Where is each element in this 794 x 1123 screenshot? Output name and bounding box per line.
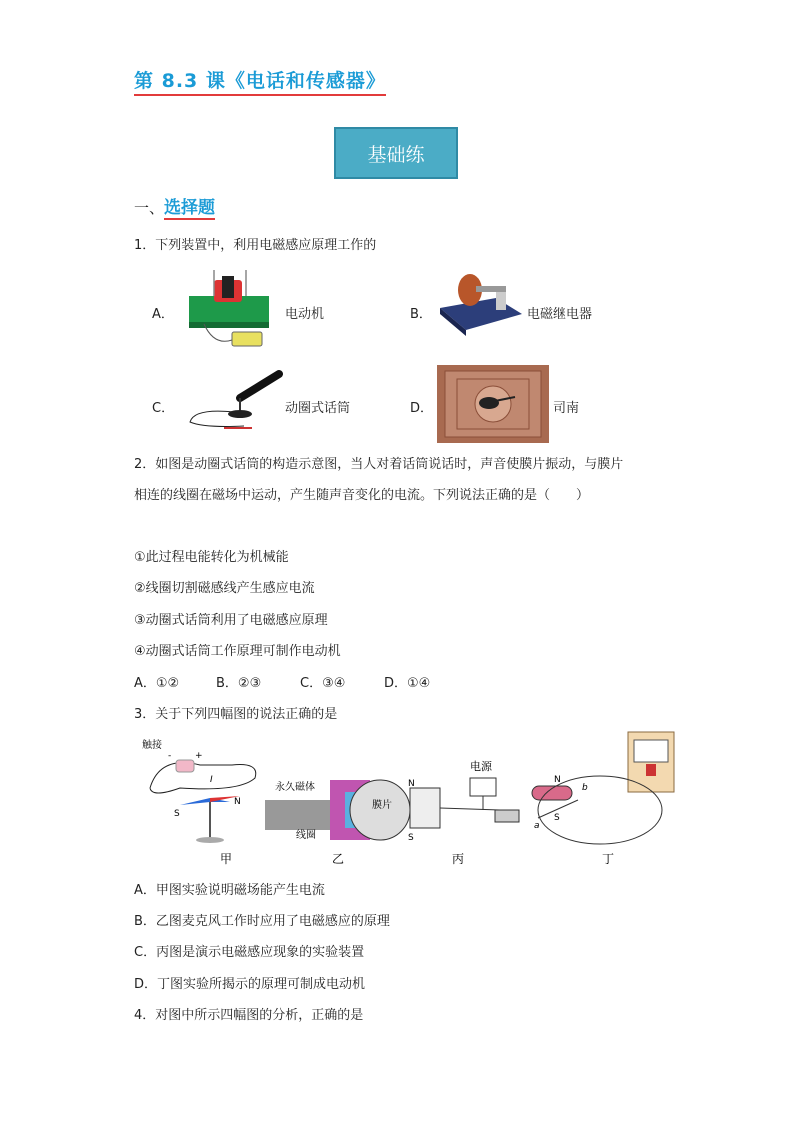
label-membrane: 膜片 xyxy=(372,800,392,811)
q2-statement-2: ②线圈切割磁感线产生感应电流 xyxy=(134,581,315,596)
label-n-jia: N xyxy=(234,797,241,807)
label-jia: 甲 xyxy=(220,852,233,866)
q2-option-d: D．①④ xyxy=(384,676,431,691)
motor-base-edge xyxy=(189,322,269,328)
label-n-bing: N xyxy=(408,779,415,789)
label-ding: 丁 xyxy=(602,852,615,866)
bing-power-box xyxy=(470,778,496,796)
q3-option-d: D．丁图实验所揭示的原理可制成电动机 xyxy=(134,977,366,992)
q1-option-d-label: 司南 xyxy=(553,401,580,416)
label-n-ding: N xyxy=(554,775,561,785)
motor-image xyxy=(184,266,274,352)
q3-option-b: B．乙图麦克风工作时应用了电磁感应的原理 xyxy=(134,914,390,929)
label-magnet: 永久磁体 xyxy=(275,782,315,793)
relay-base xyxy=(440,298,522,330)
q3-option-a: A．甲图实验说明磁场能产生电流 xyxy=(134,883,325,898)
q1-stem: 1．下列装置中，利用电磁感应原理工作的 xyxy=(134,238,377,253)
q1-option-a-letter: A． xyxy=(152,307,174,322)
figure-ding xyxy=(532,732,674,866)
q1-option-b-letter: B． xyxy=(410,307,432,322)
q2-option-c: C．③④ xyxy=(300,676,346,691)
jia-circuit-wire xyxy=(150,763,256,793)
relay-image xyxy=(436,268,526,340)
label-power: 电源 xyxy=(470,760,492,773)
jia-battery xyxy=(176,760,194,772)
microphone-head xyxy=(240,374,279,398)
section-number: 一、 xyxy=(134,199,165,217)
practice-level-badge: 基础练 xyxy=(334,127,458,179)
label-coil: 线圈 xyxy=(296,830,316,841)
label-b: b xyxy=(582,783,588,793)
label-s-ding: S xyxy=(554,813,560,823)
label-bing: 丙 xyxy=(452,852,465,866)
figure-jia xyxy=(142,738,256,866)
microphone-image xyxy=(184,368,284,434)
label-minus: - xyxy=(168,751,172,761)
section-label: 选择题 xyxy=(164,198,216,218)
q2-statement-1: ①此过程电能转化为机械能 xyxy=(134,550,289,565)
q2-option-a: A．①② xyxy=(134,676,180,691)
q3-option-c: C．丙图是演示电磁感应现象的实验装置 xyxy=(134,945,365,960)
section-header xyxy=(134,193,215,218)
figure-bing xyxy=(408,759,519,866)
motor-coil xyxy=(222,276,234,298)
label-yi: 乙 xyxy=(332,852,345,866)
q2-statement-3: ③动圈式话筒利用了电磁感应原理 xyxy=(134,613,328,628)
q1-option-d-letter: D． xyxy=(410,401,434,416)
q4-stem: 4．对图中所示四幅图的分析，正确的是 xyxy=(134,1008,364,1023)
q3-stem: 3．关于下列四幅图的说法正确的是 xyxy=(134,707,338,722)
q1-option-b-label: 电磁继电器 xyxy=(527,307,593,322)
label-s-bing: S xyxy=(408,833,414,843)
label-a: a xyxy=(534,821,540,831)
spoon xyxy=(479,397,499,409)
page-title: 第 8.3 课《电话和传感器》 xyxy=(134,66,386,96)
q1-option-c-label: 动圈式话筒 xyxy=(285,401,351,416)
q2-statement-4: ④动圈式话筒工作原理可制作电动机 xyxy=(134,644,341,659)
q3-figure-strip xyxy=(140,730,680,870)
compass-image xyxy=(437,365,549,443)
label-touch: 触接 xyxy=(142,740,162,751)
label-plus: + xyxy=(195,751,203,761)
q1-option-a-label: 电动机 xyxy=(285,307,325,322)
q1-option-c-letter: C． xyxy=(152,401,175,416)
q2-stem-line2: 相连的线圈在磁场中运动，产生随声音变化的电流。下列说法正确的是（ ） xyxy=(134,488,590,503)
bing-magnet xyxy=(410,788,440,828)
label-s-jia: S xyxy=(174,809,180,819)
label-current: I xyxy=(210,775,213,785)
q2-stem-line1: 2．如图是动圈式话筒的构造示意图，当人对着话筒说话时，声音使膜片振动，与膜片 xyxy=(134,457,624,472)
battery xyxy=(232,332,262,346)
figure-yi xyxy=(265,780,410,866)
q2-option-b: B．②③ xyxy=(216,676,262,691)
